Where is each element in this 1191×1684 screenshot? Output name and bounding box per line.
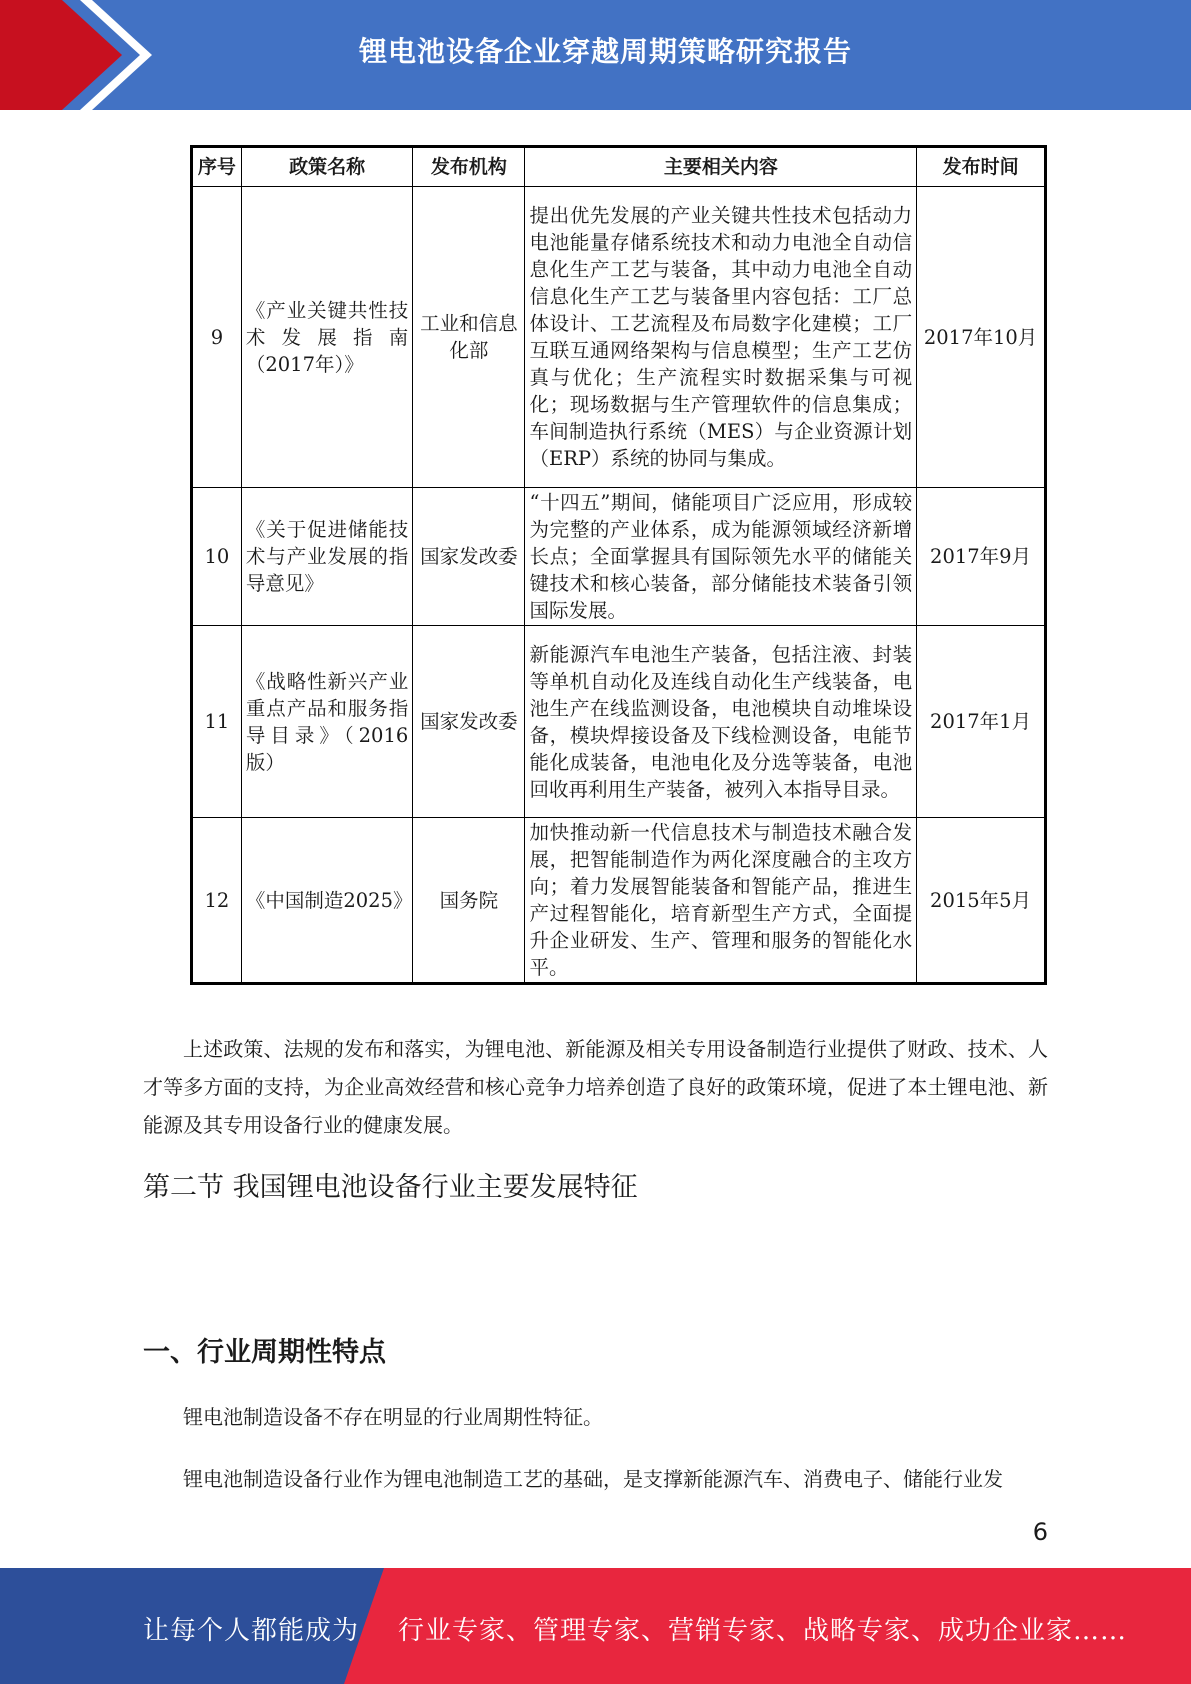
policy-date: 2017年9月 bbox=[917, 488, 1046, 626]
subsection-title: 一、行业周期性特点 bbox=[143, 1337, 386, 1368]
report-title: 锂电池设备企业穿越周期策略研究报告 bbox=[358, 35, 852, 68]
column-header-name: 政策名称 bbox=[241, 147, 412, 187]
footer-slogan-right: 行业专家、管理专家、营销专家、战略专家、成功企业家…… bbox=[398, 1616, 1128, 1646]
table-row bbox=[192, 818, 1046, 984]
policy-content: “十四五”期间，储能项目广泛应用，形成较为完整的产业体系，成为能源领域经济新增长点；全面掌握具有国际领先水平的储能关键技术和核心装备，部分储能技术装备引领国际发展。 bbox=[525, 488, 917, 626]
policy-content: 提出优先发展的产业关键共性技术包括动力电池能量存储系统技术和动力电池全自动信息化生产工艺与装备，其中动力电池全自动信息化生产工艺与装备里内容包括：工厂总体设计、工艺流程及布局数字化建模；工厂互联互通网络架构与信息模型；生产工艺仿真与优化；生产流程实时数据采集与可视化；现场数据与生产管理软件的信息集成；车间制造执行系统（MES）与企业资源计划（ERP）系统的协同与集成。 bbox=[525, 187, 917, 488]
policy-summary-paragraph: 上述政策、法规的发布和落实，为锂电池、新能源及相关专用设备制造行业提供了财政、技术、人才等多方面的支持，为企业高效经营和核心竞争力培养创造了良好的政策环境，促进了本土锂电池、新能源及其专用设备行业的健康发展。 bbox=[143, 1037, 1048, 1137]
policy-date: 2015年5月 bbox=[917, 818, 1046, 984]
policy-name: 《中国制造2025》 bbox=[241, 818, 412, 984]
policy-content: 加快推动新一代信息技术与制造技术融合发展，把智能制造作为两化深度融合的主攻方向；着力发展智能装备和智能产品，推进生产过程智能化，培育新型生产方式，全面提升企业研发、生产、管理和服务的智能化水平。 bbox=[525, 818, 917, 984]
table-header-row bbox=[192, 147, 1046, 187]
section-title: 第二节 我国锂电池设备行业主要发展特征 bbox=[143, 1172, 638, 1203]
policy-org: 国家发改委 bbox=[413, 626, 525, 818]
cyclicality-paragraph: 锂电池制造设备不存在明显的行业周期性特征。 bbox=[183, 1405, 603, 1429]
page-number: 6 bbox=[1032, 1518, 1048, 1546]
policy-no: 12 bbox=[192, 818, 242, 984]
column-header-no: 序号 bbox=[192, 147, 242, 187]
policy-org: 国家发改委 bbox=[413, 488, 525, 626]
column-header-org: 发布机构 bbox=[413, 147, 525, 187]
table-row bbox=[192, 626, 1046, 818]
equipment-paragraph: 锂电池制造设备行业作为锂电池制造工艺的基础，是支撑新能源汽车、消费电子、储能行业发 bbox=[183, 1467, 1003, 1491]
page-header bbox=[0, 0, 1191, 110]
policy-no: 9 bbox=[192, 187, 242, 488]
policy-name: 《关于促进储能技术与产业发展的指导意见》 bbox=[241, 488, 412, 626]
footer-slogan-left: 让每个人都能成为 bbox=[143, 1616, 360, 1646]
policy-date: 2017年10月 bbox=[917, 187, 1046, 488]
table-row bbox=[192, 187, 1046, 488]
policy-content: 新能源汽车电池生产装备，包括注液、封装等单机自动化及连线自动化生产线装备，电池生产在线监测设备，电池模块自动堆垛设备，模块焊接设备及下线检测设备，电能节能化成装备，电池电化及分选等装备，电池回收再利用生产装备，被列入本指导目录。 bbox=[525, 626, 917, 818]
policy-no: 11 bbox=[192, 626, 242, 818]
column-header-date: 发布时间 bbox=[917, 147, 1046, 187]
policy-name: 《产业关键共性技术发展指南（2017年）》 bbox=[241, 187, 412, 488]
policy-date: 2017年1月 bbox=[917, 626, 1046, 818]
policy-table bbox=[190, 145, 1047, 985]
policy-name: 《战略性新兴产业重点产品和服务指导目录》（2016版） bbox=[241, 626, 412, 818]
policy-org: 工业和信息化部 bbox=[413, 187, 525, 488]
page-footer bbox=[0, 1568, 1191, 1684]
table-row bbox=[192, 488, 1046, 626]
policy-org: 国务院 bbox=[413, 818, 525, 984]
column-header-content: 主要相关内容 bbox=[525, 147, 917, 187]
policy-no: 10 bbox=[192, 488, 242, 626]
